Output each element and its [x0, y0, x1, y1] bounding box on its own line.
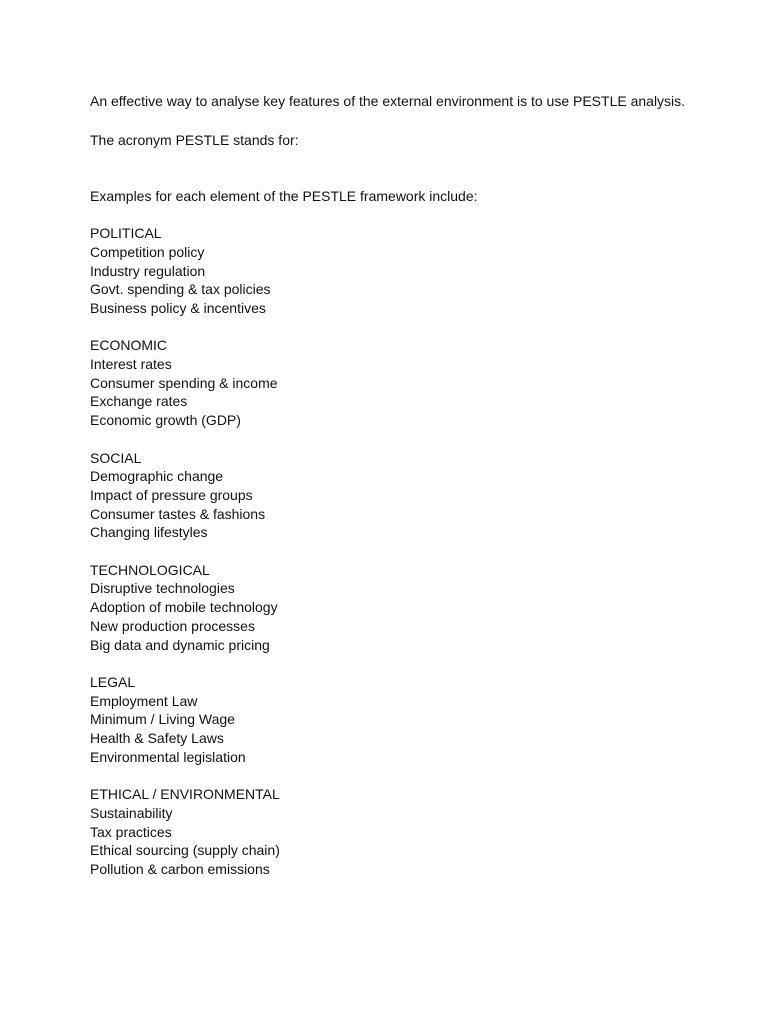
- list-item: Consumer spending & income: [90, 374, 278, 391]
- section-title: TECHNOLOGICAL: [90, 561, 210, 578]
- examples-heading: Examples for each element of the PESTLE framework include:: [90, 188, 478, 205]
- section-items: [90, 692, 730, 767]
- list-item: Interest rates: [90, 356, 172, 373]
- section-items: [90, 355, 730, 430]
- list-item: Employment Law: [90, 692, 198, 709]
- list-item: Economic growth (GDP): [90, 412, 241, 429]
- list-item: Changing lifestyles: [90, 524, 208, 541]
- section-items: [90, 467, 730, 542]
- section-items: [90, 579, 730, 654]
- list-item: Adoption of mobile technology: [90, 599, 278, 616]
- list-item: Industry regulation: [90, 262, 206, 279]
- list-item: Disruptive technologies: [90, 580, 235, 597]
- section-ethical-environmental: [90, 785, 730, 879]
- list-item: New production processes: [90, 617, 255, 634]
- document-page: [90, 92, 730, 897]
- section-legal: [90, 673, 730, 767]
- list-item: Environmental legislation: [90, 748, 246, 765]
- intro-paragraph: An effective way to analyse key features of the external environment is to use PESTLE analysis.: [90, 93, 686, 109]
- section-technological: [90, 561, 730, 655]
- list-item: Sustainability: [90, 804, 173, 821]
- section-title: ETHICAL / ENVIRONMENTAL: [90, 786, 280, 803]
- section-economic: [90, 336, 730, 430]
- list-item: Impact of pressure groups: [90, 486, 253, 503]
- list-item: Ethical sourcing (supply chain): [90, 842, 280, 859]
- list-item: Minimum / Living Wage: [90, 711, 235, 728]
- list-item: Exchange rates: [90, 393, 188, 410]
- list-item: Govt. spending & tax policies: [90, 281, 271, 298]
- section-title: LEGAL: [90, 673, 136, 690]
- list-item: Demographic change: [90, 468, 224, 485]
- list-item: Competition policy: [90, 243, 205, 260]
- section-items: [90, 804, 730, 879]
- list-item: Big data and dynamic pricing: [90, 636, 270, 653]
- section-title: SOCIAL: [90, 449, 142, 466]
- list-item: Health & Safety Laws: [90, 730, 224, 747]
- list-item: Consumer tastes & fashions: [90, 505, 266, 522]
- acronym-line: The acronym PESTLE stands for:: [90, 131, 299, 148]
- section-social: [90, 449, 730, 543]
- section-title: ECONOMIC: [90, 337, 167, 354]
- section-political: [90, 224, 730, 318]
- list-item: Pollution & carbon emissions: [90, 860, 270, 877]
- list-item: Business policy & incentives: [90, 299, 266, 316]
- list-item: Tax practices: [90, 823, 172, 840]
- section-title: POLITICAL: [90, 225, 162, 242]
- section-items: [90, 243, 730, 318]
